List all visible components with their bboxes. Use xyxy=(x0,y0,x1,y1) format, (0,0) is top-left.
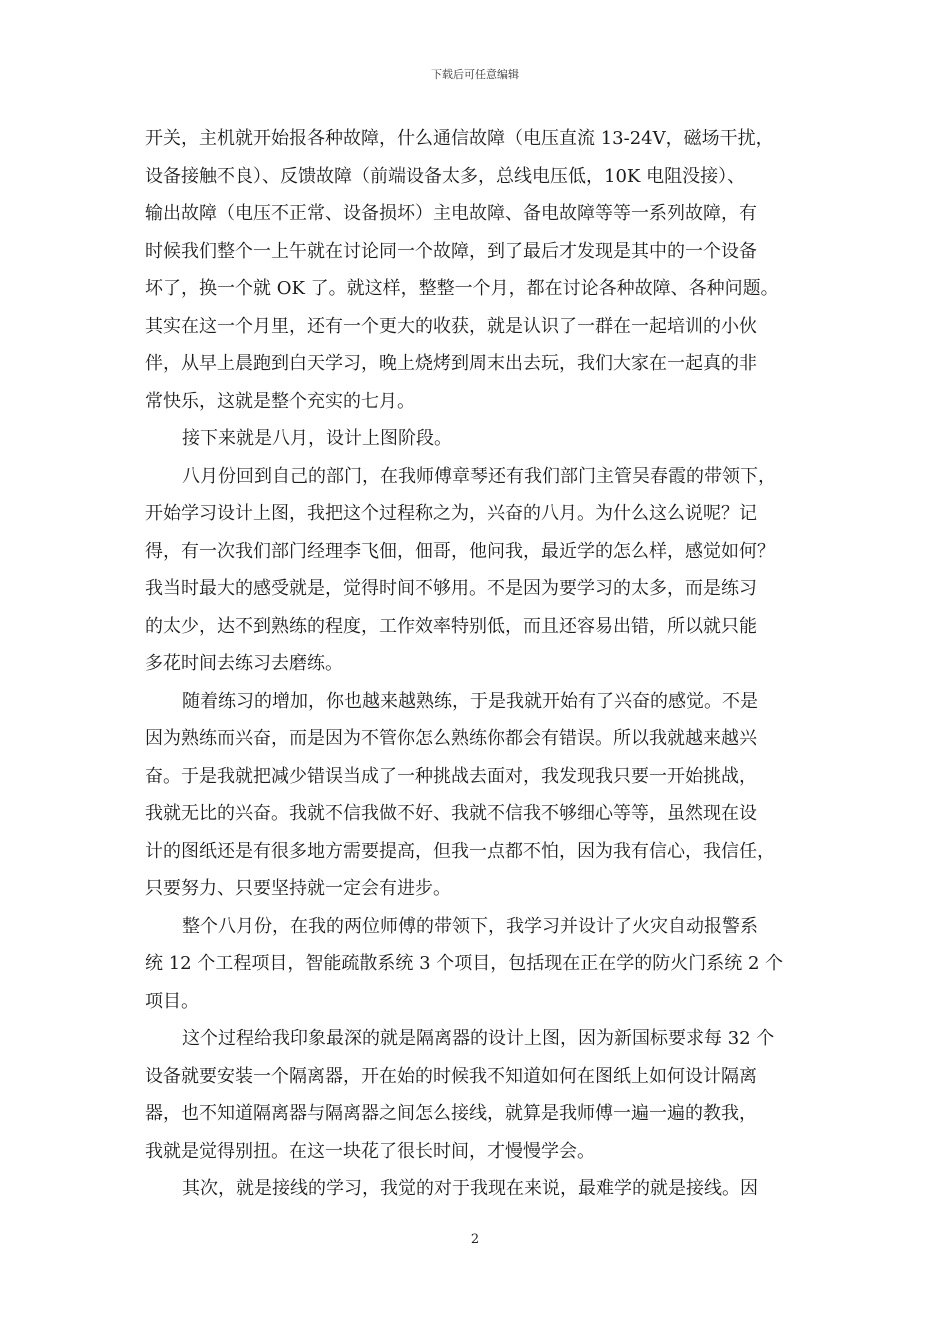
paragraph-start-line: 接下来就是八月，设计上图阶段。 xyxy=(182,428,452,449)
paragraph-start-line: 这个过程给我印象最深的就是隔离器的设计上图，因为新国标要求每 32 个 xyxy=(182,1028,775,1049)
text-line: 时候我们整个一上午就在讨论同一个故障，到了最后才发现是其中的一个设备 xyxy=(145,240,757,262)
paragraph-start-line: 八月份回到自己的部门，在我师傅章琴还有我们部门主管吴春霞的带领下， xyxy=(182,465,776,487)
text-line: 因为熟练而兴奋，而是因为不管你怎么熟练你都会有错误。所以我就越来越兴 xyxy=(145,728,757,749)
text-line: 器，也不知道隔离器与隔离器之间怎么接线，就算是我师傅一遍一遍的教我， xyxy=(145,1103,757,1124)
text-line: 项目。 xyxy=(145,990,199,1012)
text-line: 的太少，达不到熟练的程度，工作效率特别低，而且还容易出错，所以就只能 xyxy=(145,615,757,637)
text-line: 设备接触不良）、反馈故障（前端设备太多，总线电压低，10K 电阻没接）、 xyxy=(145,165,746,187)
text-line: 我就是觉得别扭。在这一块花了很长时间，才慢慢学会。 xyxy=(145,1140,595,1162)
text-line: 得，有一次我们部门经理李飞佃，佃哥，他问我，最近学的怎么样，感觉如何？ xyxy=(145,540,775,562)
paragraph-start-line: 随着练习的增加，你也越来越熟练，于是我就开始有了兴奋的感觉。不是 xyxy=(182,690,758,712)
text-line: 开关，主机就开始报各种故障，什么通信故障（电压直流 13-24V，磁场干扰， xyxy=(145,128,774,149)
page-header: 下载后可任意编辑 xyxy=(431,68,519,81)
paragraph-start-line: 整个八月份，在我的两位师傅的带领下，我学习并设计了火灾自动报警系 xyxy=(182,915,758,937)
text-line: 开始学习设计上图，我把这个过程称之为，兴奋的八月。为什么这么说呢？记 xyxy=(145,503,757,524)
text-line: 我就无比的兴奋。我就不信我做不好、我就不信我不够细心等等，虽然现在设 xyxy=(145,803,757,824)
text-line: 其实在这一个月里，还有一个更大的收获，就是认识了一群在一起培训的小伙 xyxy=(145,315,757,337)
text-line: 我当时最大的感受就是，觉得时间不够用。不是因为要学习的太多，而是练习 xyxy=(145,578,757,599)
text-line: 常快乐，这就是整个充实的七月。 xyxy=(145,390,415,412)
text-line: 只要努力、只要坚持就一定会有进步。 xyxy=(145,878,451,899)
text-line: 设备就要安装一个隔离器，开在始的时候我不知道如何在图纸上如何设计隔离 xyxy=(145,1065,757,1087)
body-text xyxy=(145,120,805,1208)
text-line: 奋。于是我就把减少错误当成了一种挑战去面对，我发现我只要一开始挑战， xyxy=(145,765,757,787)
text-line: 伴，从早上晨跑到白天学习，晚上烧烤到周末出去玩，我们大家在一起真的非 xyxy=(145,353,757,374)
text-line: 统 12 个工程项目，智能疏散系统 3 个项目，包括现在正在学的防火门系统 2 个 xyxy=(145,953,784,974)
paragraph-start-line: 其次，就是接线的学习，我觉的对于我现在来说，最难学的就是接线。因 xyxy=(182,1178,758,1199)
text-line: 输出故障（电压不正常、设备损坏）主电故障、备电故障等等一系列故障，有 xyxy=(145,203,757,224)
text-line: 坏了，换一个就 OK 了。就这样，整整一个月，都在讨论各种故障、各种问题。 xyxy=(145,278,779,299)
page-number: 2 xyxy=(470,1232,480,1247)
text-line: 多花时间去练习去磨练。 xyxy=(145,653,343,674)
text-line: 计的图纸还是有很多地方需要提高，但我一点都不怕，因为我有信心，我信任， xyxy=(145,840,775,862)
